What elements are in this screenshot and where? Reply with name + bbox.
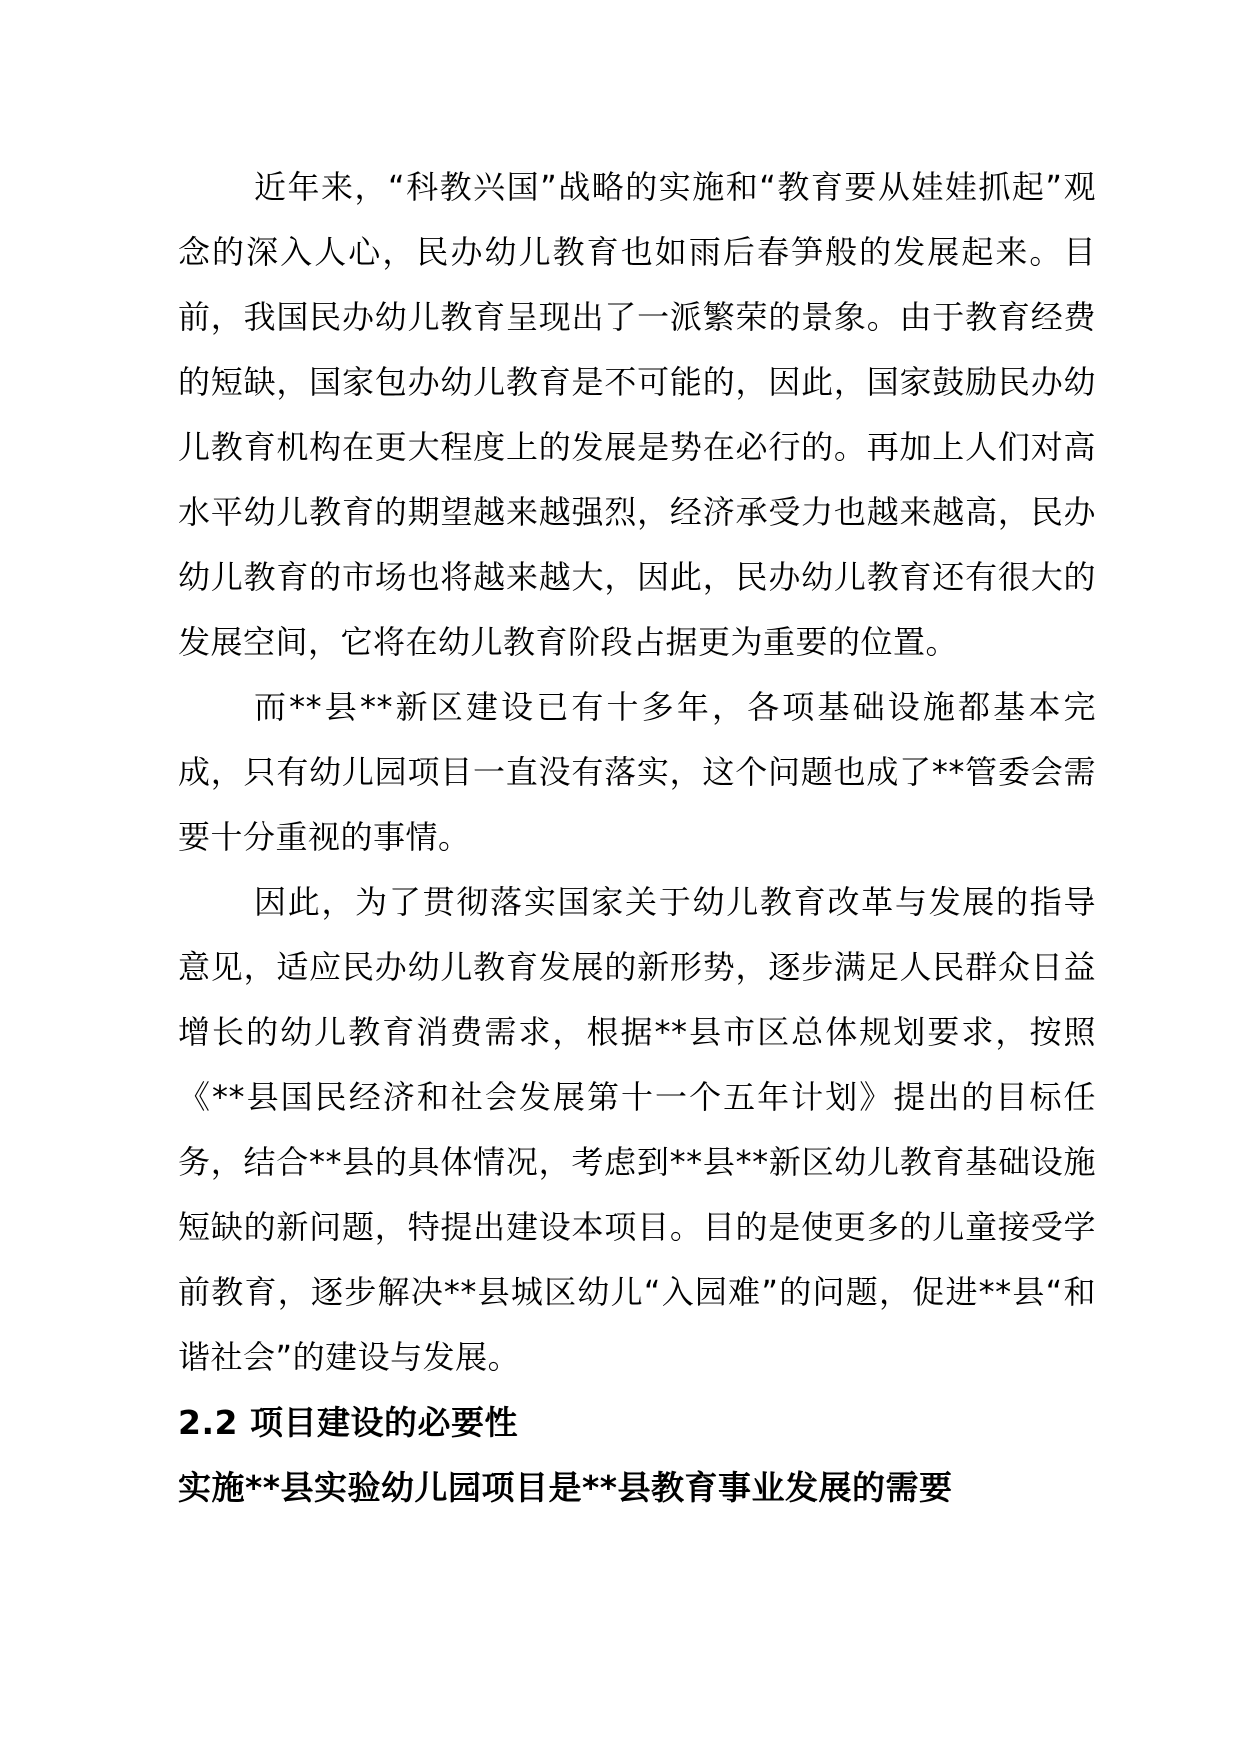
section-heading: 2.2 项目建设的必要性 [178, 1403, 518, 1442]
paragraph-new-district: 而**县**新区建设已有十多年，各项基础设施都基本完成，只有幼儿园项目一直没有落实，这个问题也成了**管委会需要十分重视的事情。 [178, 688, 1096, 856]
document-page [178, 155, 1096, 1520]
paragraph-intro: 近年来，“科教兴国”战略的实施和“教育要从娃娃抓起”观念的深入人心，民办幼儿教育也如雨后春笋般的发展起来。目前，我国民办幼儿教育呈现出了一派繁荣的景象。由于教育经费的短缺，国家包办幼儿教育是不可能的，因此，国家鼓励民办幼儿教育机构在更大程度上的发展是势在必行的。再加上人们对高水平幼儿教育的期望越来越强烈，经济承受力也越来越高，民办幼儿教育的市场也将越来越大，因此，民办幼儿教育还有很大的发展空间，它将在幼儿教育阶段占据更为重要的位置。 [178, 168, 1096, 661]
paragraph-purpose: 因此，为了贯彻落实国家关于幼儿教育改革与发展的指导意见，适应民办幼儿教育发展的新形势，逐步满足人民群众日益增长的幼儿教育消费需求，根据**县市区总体规划要求，按照《**县国民经济和社会发展第十一个五年计划》提出的目标任务，结合**县的具体情况，考虑到**县**新区幼儿教育基础设施短缺的新问题，特提出建设本项目。目的是使更多的儿童接受学前教育，逐步解决**县城区幼儿“入园难”的问题，促进**县“和谐社会”的建设与发展。 [178, 883, 1096, 1376]
sub-heading: 实施**县实验幼儿园项目是**县教育事业发展的需要 [178, 1468, 953, 1507]
